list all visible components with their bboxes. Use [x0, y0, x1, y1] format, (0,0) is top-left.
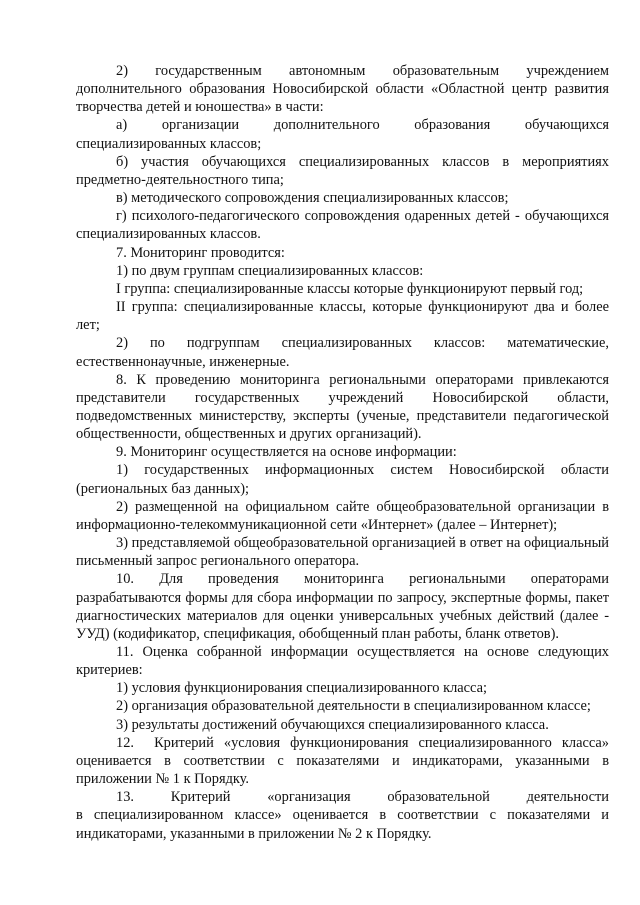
paragraph-9-3-request: 3) представляемой общеобразовательной организацией в ответ на официальный письменный запрос регионального оператора. — [76, 535, 609, 570]
paragraph-group-1: I группа: специализированные классы которые функционируют первый год; — [116, 280, 584, 297]
paragraph-7-1-groups: 1) по двум группам специализированных классов: — [116, 262, 424, 279]
paragraph-b-meropriyatiya: б) участия обучающихся специализированных классов в мероприятиях предметно-деятельностного типа; — [76, 153, 609, 188]
paragraph-v-metodicheskoe: в) методического сопровождения специализированных классов; — [116, 190, 509, 207]
paragraph-13-criterion: 13. Критерий «организация образовательной деятельности в специализированном классе» оценивается в соответствии с показателями и индикаторами, указанными в приложении № 2 к Порядку. — [76, 789, 609, 842]
paragraph-9-1-systems: 1) государственных информационных систем Новосибирской области (региональных баз данных); — [76, 462, 609, 497]
document-page — [76, 62, 609, 843]
paragraph-8-operators: 8. К проведению мониторинга региональными операторами привлекаются представители государственных учреждений Новосибирской области, подведомственных министерству, эксперты (ученые, представители педагогической общественности, общественных и других организаций). — [76, 371, 609, 443]
paragraph-11-criteria: 11. Оценка собранной информации осуществляется на основе следующих критериев: — [76, 644, 609, 679]
paragraph-g-psihologo: г) психолого-педагогического сопровождения одаренных детей - обучающихся специализированных классов. — [76, 208, 609, 243]
paragraph-10-forms: 10. Для проведения мониторинга региональными операторами разрабатываются формы для сбора информации по запросу, экспертные формы, пакет диагностических материалов для оценки универсальных учебных действий (далее - УУД) (кодификатор, спецификация, обобщенный план работы, бланк ответов). — [76, 571, 609, 642]
paragraph-a-dop-obrazovanie: а) организации дополнительного образования обучающихся специализированных классов; — [76, 117, 609, 152]
paragraph-12-criterion: 12. Критерий «условия функционирования специализированного класса» оценивается в соответствии с показателями и индикаторами, указанными в приложении № 1 к Порядку. — [76, 734, 609, 788]
paragraph-11-1-conditions: 1) условия функционирования специализированного класса; — [116, 680, 487, 697]
paragraph-7-2-subgroups: 2) по подгруппам специализированных классов: математические, естественнонаучные, инженерные. — [76, 335, 609, 370]
paragraph-2-gau-dopobrazovaniya: 2) государственным автономным образовательным учреждением дополнительного образования Новосибирской области «Областной центр развития творчества детей и юношества» в части: — [76, 63, 609, 116]
paragraph-7-monitoring: 7. Мониторинг проводится: — [116, 244, 285, 261]
paragraph-group-2: II группа: специализированные классы, которые функционируют два и более лет; — [76, 299, 609, 334]
paragraph-9-information: 9. Мониторинг осуществляется на основе информации: — [116, 444, 457, 461]
paragraph-11-2-organization: 2) организация образовательной деятельности в специализированном классе; — [116, 698, 591, 715]
paragraph-11-3-results: 3) результаты достижений обучающихся специализированного класса. — [116, 716, 549, 733]
paragraph-9-2-website: 2) размещенной на официальном сайте общеобразовательной организации в информационно-телекоммуникационной сети «Интернет» (далее – Интернет); — [76, 498, 609, 533]
